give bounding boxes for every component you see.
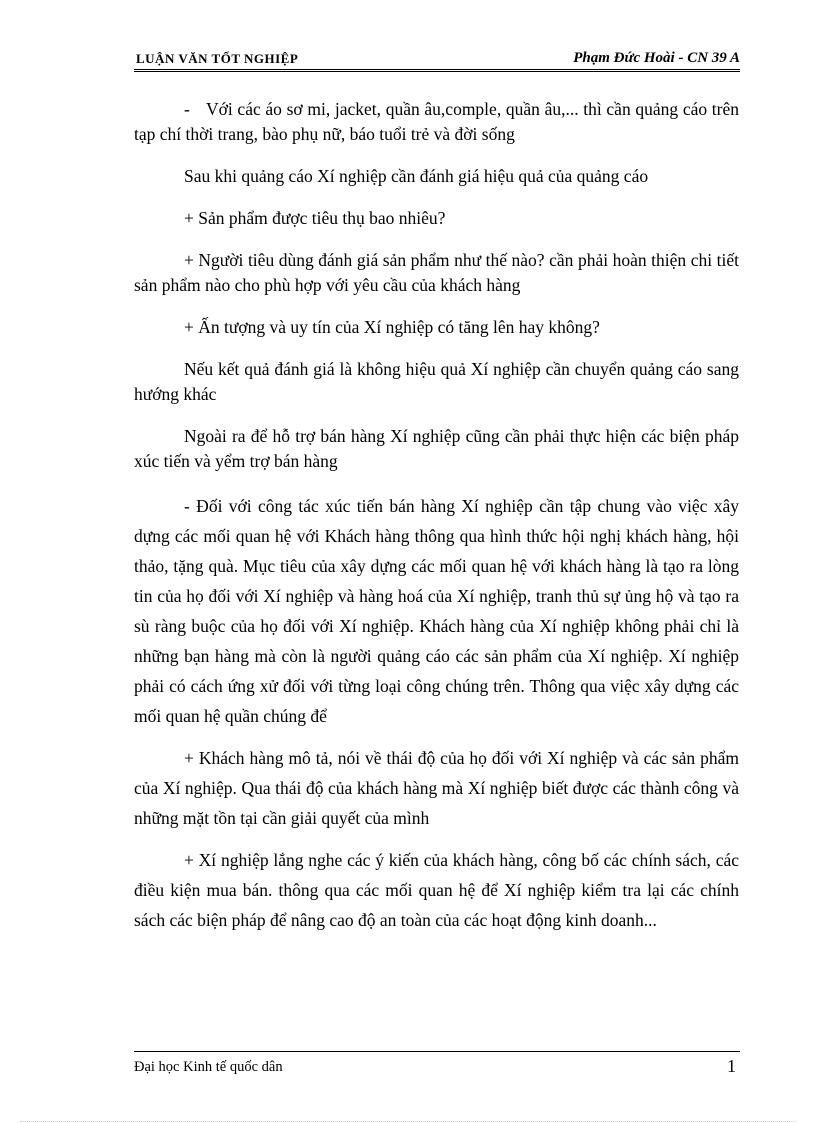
author-label: Phạm Đức Hoài - CN 39 A bbox=[573, 50, 740, 66]
document-body bbox=[134, 97, 739, 935]
paragraph: Nếu kết quả đánh giá là không hiệu quả Xí nghiệp cần chuyển quảng cáo sang hướng khác bbox=[134, 359, 739, 404]
page-number: 1 bbox=[727, 1056, 736, 1076]
paragraph-text: Với các áo sơ mi, jacket, quần âu,comple, quần âu,... thì cần quảng cáo trên tạp chí thời trang, bào phụ nữ, báo tuổi trẻ và đời sống bbox=[134, 99, 739, 144]
paragraph: + Sản phẩm được tiêu thụ bao nhiêu? bbox=[184, 208, 446, 228]
paragraph: Ngoài ra để hỗ trợ bán hàng Xí nghiệp cũng cần phải thực hiện các biện pháp xúc tiến và yểm trợ bán hàng bbox=[134, 426, 739, 471]
paragraph: + Ấn tượng và uy tín của Xí nghiệp có tăng lên hay không? bbox=[184, 317, 600, 337]
paragraph: + Xí nghiệp lắng nghe các ý kiến của khách hàng, công bố các chính sách, các điều kiện mua bán. thông qua các mối quan hệ để Xí nghiệp kiểm tra lại các chính sách các biện pháp để nâng cao độ an toàn của các hoạt động kinh doanh... bbox=[134, 850, 739, 930]
header-divider bbox=[134, 69, 740, 72]
dash-bullet: - bbox=[184, 99, 190, 119]
paragraph: Sau khi quảng cáo Xí nghiệp cần đánh giá hiệu quả của quảng cáo bbox=[184, 166, 649, 186]
paragraph: - Đối với công tác xúc tiến bán hàng Xí nghiệp cần tập chung vào việc xây dựng các mối quan hệ với Khách hàng thông qua hình thức hội nghị khách hàng, hội thảo, tặng quà. Mục tiêu của xây dựng các mối quan hệ với khách hàng là tạo ra lòng tin của họ đối với Xí nghiệp và hàng hoá của Xí nghiệp, tranh thủ sự ủng hộ và tạo ra sù ràng buộc của họ đối với Xí nghiệp. Khách hàng của Xí nghiệp không phải chỉ là những bạn hàng mà còn là người quảng cáo các sản phẩm của Xí nghiệp. Xí nghiệp phải có cách ứng xử đối với từng loại công chúng trên. Thông qua việc xây dựng các mối quan hệ quần chúng để bbox=[134, 496, 739, 726]
page-header bbox=[134, 48, 740, 72]
footer-divider bbox=[134, 1051, 740, 1052]
page-footer bbox=[134, 1051, 740, 1081]
university-label: Đại học Kinh tế quốc dân bbox=[134, 1059, 283, 1075]
paragraph: + Khách hàng mô tả, nói về thái độ của họ đối với Xí nghiệp và các sản phẩm của Xí nghiệp. Qua thái độ của khách hàng mà Xí nghiệp biết được các thành công và những mặt tồn tại cần giải quyết của mình bbox=[134, 748, 739, 828]
document-title: LUẬN VĂN TỐT NGHIỆP bbox=[136, 51, 299, 66]
page-edge bbox=[20, 1121, 796, 1122]
paragraph: + Người tiêu dùng đánh giá sản phẩm như thế nào? cần phải hoàn thiện chi tiết sản phẩm nào cho phù hợp với yêu cầu của khách hàng bbox=[134, 250, 739, 295]
paragraph-bullet bbox=[134, 97, 739, 147]
